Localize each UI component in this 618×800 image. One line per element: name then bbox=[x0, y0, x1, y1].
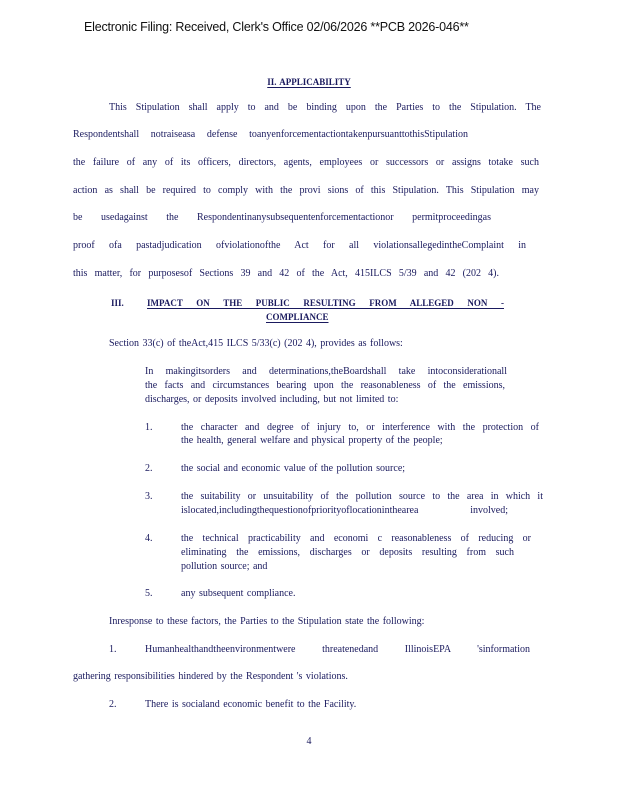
paragraph-line: proof ofa pastadjudication ofviolationofthe Act for all violationsallegedintheComplaint in bbox=[73, 240, 526, 251]
paragraph-line: Respondentshall notraiseasa defense toanyenforcementactiontakenpursuanttothisStipulation bbox=[73, 129, 468, 140]
factor-line: any subsequent compliance. bbox=[181, 588, 296, 599]
factor-line: pollution source; and bbox=[181, 561, 268, 572]
response-number: 2. bbox=[109, 699, 117, 710]
factor-number: 2. bbox=[145, 463, 153, 474]
paragraph-line: This Stipulation shall apply to and be binding upon the Parties to the Stipulation. The bbox=[109, 102, 541, 113]
factor-line: the technical practicability and economi c reasonableness of reducing or bbox=[181, 533, 531, 544]
factor-line: the social and economic value of the pollution source; bbox=[181, 463, 406, 474]
factor-line: eliminating the emissions, discharges or deposits resulting from such bbox=[181, 547, 514, 558]
paragraph-line: the failure of any of its officers, directors, agents, employees or successors or assigns totake such bbox=[73, 157, 539, 168]
factor-number: 3. bbox=[145, 491, 153, 502]
section-3-heading-line1: IMPACT ON THE PUBLIC RESULTING FROM ALLEGED NON - bbox=[147, 298, 504, 308]
quote-line: In makingitsorders and determinations,theBoardshall take intoconsiderationall bbox=[145, 366, 507, 377]
response-line: There is socialand economic benefit to the Facility. bbox=[145, 699, 357, 710]
paragraph-line: be usedagainst the Respondentinanysubsequentenforcementactionor permitproceedingas bbox=[73, 212, 491, 223]
section-3-heading-line2: COMPLIANCE bbox=[266, 312, 329, 322]
statute-intro: Section 33(c) of theAct,415 ILCS 5/33(c) (202 4), provides as follows: bbox=[109, 338, 403, 349]
factor-line: islocated,includingthequestionofpriorityoflocationinthearea involved; bbox=[181, 505, 508, 516]
paragraph-line: this matter, for purposesof Sections 39 and 42 of the Act, 415ILCS 5/39 and 42 (202 4). bbox=[73, 268, 499, 279]
section-3-number: III. bbox=[111, 298, 124, 308]
section-2-heading: II. APPLICABILITY bbox=[267, 77, 351, 87]
factor-number: 5. bbox=[145, 588, 153, 599]
response-number: 1. bbox=[109, 644, 117, 655]
quote-line: discharges, or deposits involved including, but not limited to: bbox=[145, 394, 399, 405]
filing-stamp: Electronic Filing: Received, Clerk's Office 02/06/2026 **PCB 2026-046** bbox=[84, 20, 469, 34]
factor-number: 4. bbox=[145, 533, 153, 544]
quote-line: the facts and circumstances bearing upon the reasonableness of the emissions, bbox=[145, 380, 505, 391]
response-intro: Inresponse to these factors, the Parties to the Stipulation state the following: bbox=[109, 616, 425, 627]
factor-line: the character and degree of injury to, or interference with the protection of bbox=[181, 422, 539, 433]
response-line: gathering responsibilities hindered by the Respondent 's violations. bbox=[73, 671, 348, 682]
factor-line: the health, general welfare and physical property of the people; bbox=[181, 435, 443, 446]
response-line: Humanhealthandtheenvironmentwere threatenedand IllinoisEPA 'sinformation bbox=[145, 644, 530, 655]
page-number: 4 bbox=[306, 736, 312, 747]
factor-number: 1. bbox=[145, 422, 153, 433]
paragraph-line: action as shall be required to comply with the provi sions of this Stipulation. This Stipulation may bbox=[73, 185, 539, 196]
factor-line: the suitability or unsuitability of the pollution source to the area in which it bbox=[181, 491, 543, 502]
